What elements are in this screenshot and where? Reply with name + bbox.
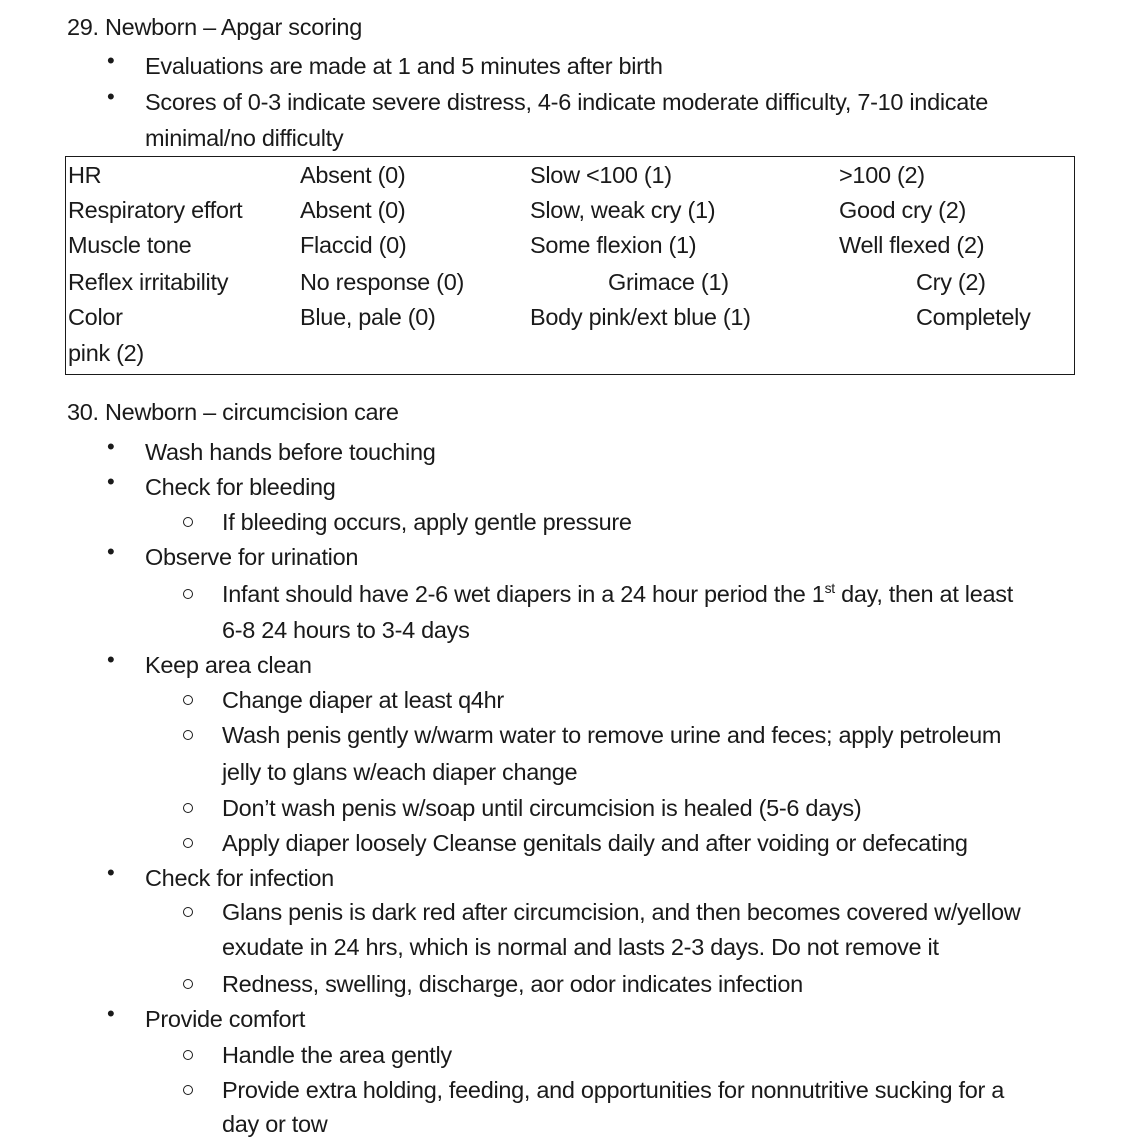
hollow-bullet-icon	[183, 979, 193, 989]
hollow-bullet-icon	[183, 907, 193, 917]
sub-bullet-text: Apply diaper loosely Cleanse genitals daily and after voiding or defecating	[222, 830, 968, 856]
bullet-icon: •	[107, 469, 115, 494]
sub-bullet-text-continued: day or tow	[222, 1111, 328, 1137]
apgar-score-2: Well flexed (2)	[839, 232, 985, 258]
bullet-icon: •	[107, 1001, 115, 1026]
bullet-text: Check for bleeding	[145, 474, 336, 500]
section-30-heading: 30. Newborn – circumcision care	[67, 399, 399, 425]
bullet-text: Wash hands before touching	[145, 439, 436, 465]
apgar-score-2: Cry (2)	[916, 269, 986, 295]
apgar-score-2-continued: pink (2)	[68, 340, 144, 366]
apgar-score-1: Body pink/ext blue (1)	[530, 304, 751, 330]
sub-bullet-text: Don’t wash penis w/soap until circumcision is healed (5-6 days)	[222, 795, 862, 821]
bullet-text-continued: minimal/no difficulty	[145, 125, 344, 151]
apgar-criterion: HR	[68, 162, 102, 188]
sub-bullet-text: Handle the area gently	[222, 1042, 452, 1068]
apgar-score-2: >100 (2)	[839, 162, 925, 188]
hollow-bullet-icon	[183, 589, 193, 599]
sub-bullet-text: If bleeding occurs, apply gentle pressure	[222, 509, 632, 535]
hollow-bullet-icon	[183, 730, 193, 740]
bullet-icon: •	[107, 48, 115, 73]
bullet-text: Scores of 0-3 indicate severe distress, 4-6 indicate moderate difficulty, 7-10 indicate	[145, 89, 988, 115]
bullet-icon: •	[107, 434, 115, 459]
apgar-score-1: Slow <100 (1)	[530, 162, 672, 188]
apgar-criterion: Respiratory effort	[68, 197, 243, 223]
apgar-score-0: Blue, pale (0)	[300, 304, 436, 330]
apgar-score-0: Absent (0)	[300, 197, 406, 223]
apgar-criterion: Muscle tone	[68, 232, 192, 258]
apgar-criterion: Reflex irritability	[68, 269, 229, 295]
hollow-bullet-icon	[183, 838, 193, 848]
apgar-score-1: Grimace (1)	[608, 269, 729, 295]
hollow-bullet-icon	[183, 803, 193, 813]
apgar-criterion: Color	[68, 304, 123, 330]
apgar-score-2: Completely	[916, 304, 1031, 330]
sub-bullet-text: Redness, swelling, discharge, aor odor indicates infection	[222, 971, 803, 997]
sub-bullet-text-continued: jelly to glans w/each diaper change	[222, 759, 578, 785]
bullet-icon: •	[107, 539, 115, 564]
apgar-score-1: Slow, weak cry (1)	[530, 197, 716, 223]
apgar-score-1: Some flexion (1)	[530, 232, 697, 258]
apgar-table	[65, 156, 1075, 375]
bullet-text: Keep area clean	[145, 652, 312, 678]
sub-bullet-text-continued: exudate in 24 hrs, which is normal and lasts 2-3 days. Do not remove it	[222, 934, 939, 960]
hollow-bullet-icon	[183, 1050, 193, 1060]
bullet-icon: •	[107, 860, 115, 885]
sub-bullet-text: Wash penis gently w/warm water to remove urine and feces; apply petroleum	[222, 722, 1002, 748]
hollow-bullet-icon	[183, 695, 193, 705]
hollow-bullet-icon	[183, 1085, 193, 1095]
apgar-score-2: Good cry (2)	[839, 197, 966, 223]
apgar-score-0: Absent (0)	[300, 162, 406, 188]
apgar-score-0: Flaccid (0)	[300, 232, 407, 258]
bullet-text: Provide comfort	[145, 1006, 306, 1032]
bullet-icon: •	[107, 647, 115, 672]
sub-bullet-text: Change diaper at least q4hr	[222, 687, 504, 713]
sub-bullet-text-continued: 6-8 24 hours to 3-4 days	[222, 617, 470, 643]
bullet-text: Check for infection	[145, 865, 334, 891]
bullet-icon: •	[107, 84, 115, 109]
hollow-bullet-icon	[183, 517, 193, 527]
sub-bullet-text: Infant should have 2-6 wet diapers in a 24 hour period the 1st day, then at least	[222, 580, 1013, 607]
bullet-text: Evaluations are made at 1 and 5 minutes after birth	[145, 53, 663, 79]
bullet-text: Observe for urination	[145, 544, 359, 570]
section-29-heading: 29. Newborn – Apgar scoring	[67, 14, 362, 40]
sub-bullet-text: Provide extra holding, feeding, and opportunities for nonnutritive sucking for a	[222, 1077, 1005, 1103]
apgar-score-0: No response (0)	[300, 269, 464, 295]
sub-bullet-text: Glans penis is dark red after circumcision, and then becomes covered w/yellow	[222, 899, 1021, 925]
